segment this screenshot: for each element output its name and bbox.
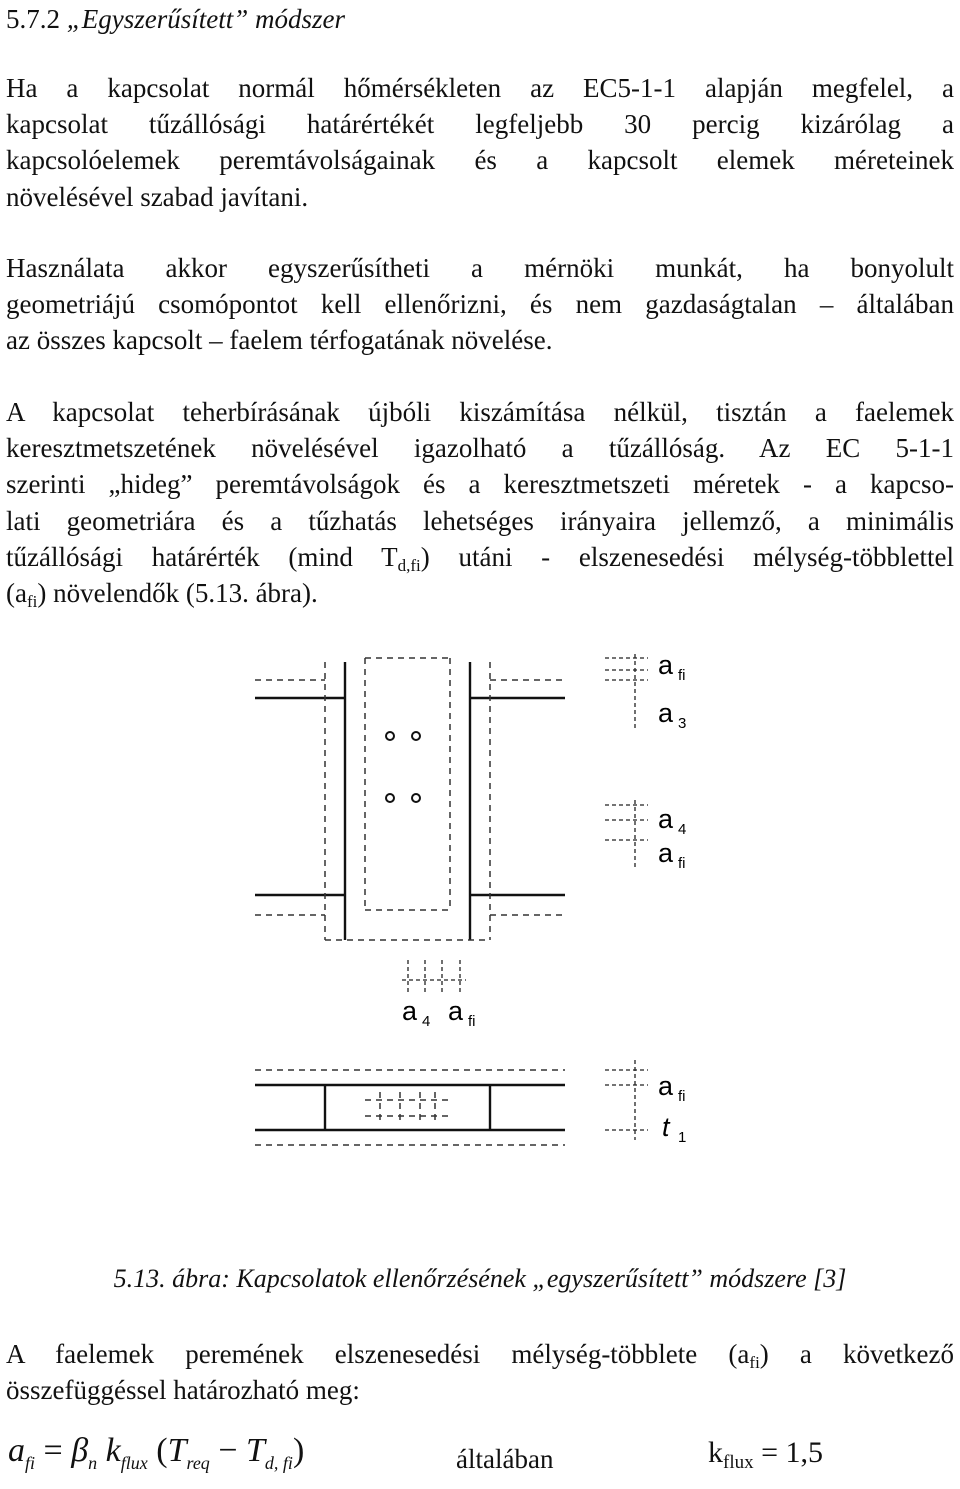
- label-subscript: 4: [422, 1013, 431, 1030]
- operator: (: [147, 1432, 168, 1469]
- text-run: A faelemek peremének elszenesedési mélység-többlete (a: [6, 1339, 750, 1369]
- label-a4: a: [658, 804, 674, 834]
- paragraph-1-line: növelésével szabad javítani.: [6, 181, 309, 212]
- symbol: β: [71, 1432, 89, 1469]
- subscript: fi: [26, 592, 38, 612]
- formula-connector: általában: [456, 1444, 554, 1474]
- dowel-icon: [412, 794, 420, 802]
- label-a4: a: [402, 996, 418, 1026]
- text-run: ) növelendők (5.13. ábra).: [37, 578, 318, 609]
- paragraph-3-line: [6, 575, 954, 611]
- dowel-icon: [412, 732, 420, 740]
- value: = 1,5: [753, 1436, 824, 1469]
- paragraph-4-line: [6, 1336, 954, 1372]
- symbol: k: [708, 1436, 723, 1469]
- charring-formula: [8, 1432, 304, 1474]
- label-t1: t: [662, 1112, 670, 1142]
- label-subscript: 1: [678, 1129, 687, 1146]
- section-number: 5.7.2: [6, 4, 60, 34]
- paragraph-2: [6, 250, 954, 359]
- symbol: k: [97, 1432, 121, 1469]
- subscript: flux: [120, 1453, 148, 1473]
- operator: −: [209, 1432, 246, 1469]
- paragraph-2-line: Használata akkor egyszerűsítheti a mérnöki munkát, ha bonyolult: [6, 253, 954, 283]
- paragraph-3-line: lati geometriára és a tűzhatás lehetséges irányaira jellemző, a minimális: [6, 505, 954, 536]
- subscript: n: [88, 1453, 98, 1473]
- operator: =: [35, 1432, 72, 1469]
- operator: ): [292, 1432, 305, 1469]
- text-run: tűzállósági határérték (mind T: [6, 541, 398, 572]
- symbol: T: [167, 1432, 187, 1469]
- label-afi: a: [658, 838, 674, 868]
- figure-drawing: [230, 640, 750, 1260]
- subscript: fi: [749, 1353, 760, 1372]
- dowel-icon: [386, 732, 394, 740]
- paragraph-1-line: Ha a kapcsolat normál hőmérsékleten az EC5-1-1 alapján megfelel, a: [6, 73, 954, 103]
- text-run: (a: [6, 578, 27, 609]
- label-afi: a: [658, 1071, 674, 1101]
- label-afi: a: [658, 650, 674, 680]
- paragraph-3-line: [6, 539, 954, 575]
- paragraph-4: [6, 1336, 954, 1408]
- label-afi: a: [448, 996, 464, 1026]
- paragraph-3-line: szerinti „hideg” peremtávolságok és a keresztmetszeti méretek - a kapcso-: [6, 469, 954, 500]
- paragraph-3: [6, 394, 954, 611]
- subscript: flux: [723, 1452, 754, 1473]
- label-subscript: fi: [678, 667, 686, 684]
- label-subscript: 4: [678, 821, 687, 838]
- figure-caption: 5.13. ábra: Kapcsolatok ellenőrzésének „egyszerűsített” módszere [3]: [113, 1264, 847, 1293]
- kflux-value: [708, 1436, 823, 1474]
- connection-figure: [230, 640, 750, 1260]
- paragraph-1: [6, 70, 954, 215]
- subscript: req: [186, 1453, 210, 1473]
- section-title: „Egyszerűsített” módszer: [66, 4, 346, 34]
- paragraph-1-line: kapcsolóelemek peremtávolságainak és a kapcsolt elemek méreteinek: [6, 145, 954, 176]
- symbol: a: [8, 1432, 25, 1469]
- label-subscript: fi: [468, 1013, 476, 1030]
- dowel-icon: [386, 794, 394, 802]
- section-heading: [6, 4, 345, 35]
- paragraph-2-line: az összes kapcsolt – faelem térfogatának növelése.: [6, 325, 553, 356]
- paragraph-2-line: geometriájú csomópontot kell ellenőrizni, és nem gazdaságtalan – általában: [6, 289, 954, 320]
- formula-block: [8, 1432, 948, 1484]
- label-subscript: fi: [678, 855, 686, 872]
- paragraph-4-line: összefüggéssel határozható meg:: [6, 1375, 360, 1406]
- paragraph-3-line: A kapcsolat teherbírásának újbóli kiszámítása nélkül, tisztán a faelemek: [6, 397, 954, 427]
- subscript: fi: [25, 1453, 36, 1473]
- label-subscript: fi: [678, 1088, 686, 1105]
- label-a3: a: [658, 698, 674, 728]
- subscript: d, fi: [264, 1453, 293, 1473]
- label-subscript: 3: [678, 715, 687, 732]
- text-run: ) a következő: [759, 1339, 954, 1369]
- subscript: d,fi: [397, 555, 421, 575]
- text-run: ) utáni - elszenesedési mélység-többlettel: [420, 541, 955, 572]
- paragraph-1-line: kapcsolat tűzállósági határértékét legfeljebb 30 percig kizárólag a: [6, 109, 954, 140]
- symbol: T: [246, 1432, 265, 1469]
- paragraph-3-line: keresztmetszetének növelésével igazolható a tűzállóság. Az EC 5-1-1: [6, 433, 954, 464]
